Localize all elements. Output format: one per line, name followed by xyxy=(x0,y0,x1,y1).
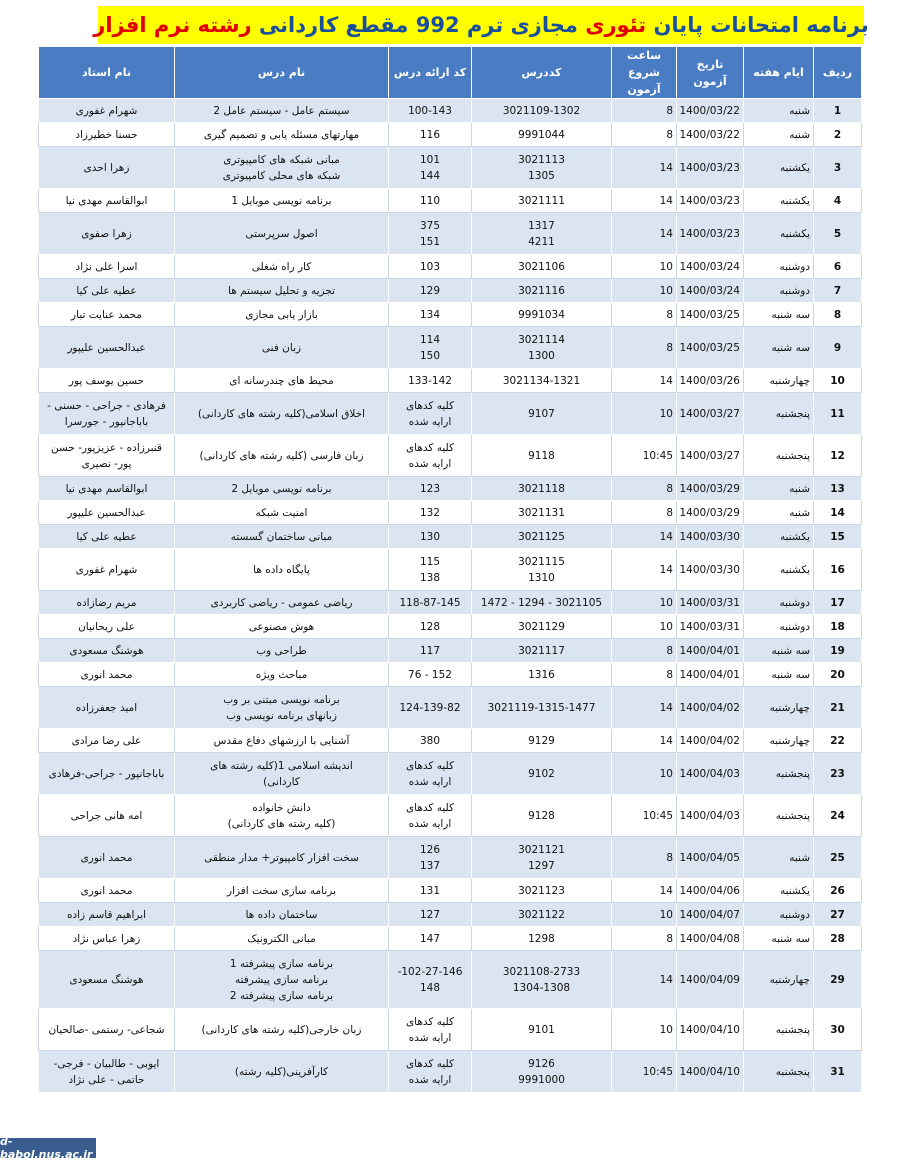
cell-day: دوشنبه xyxy=(744,591,814,615)
cell-day: شنبه xyxy=(744,99,814,123)
cell-offer-code: 131 xyxy=(389,879,472,903)
cell-row-number: 28 xyxy=(814,927,862,951)
cell-day: چهارشنبه xyxy=(744,729,814,753)
cell-offer-code: 133-142 xyxy=(389,369,472,393)
cell-offer-code: 110 xyxy=(389,189,472,213)
cell-time: 10 xyxy=(612,393,677,435)
cell-row-number: 18 xyxy=(814,615,862,639)
cell-time: 8 xyxy=(612,327,677,369)
cell-teacher: فرهادی - جراحی - حسنی - باباجانپور - جورسرا xyxy=(39,393,175,435)
cell-offer-code: کلیه کدهای ارایه شده xyxy=(389,1051,472,1093)
cell-teacher: زهرا عباس نژاد xyxy=(39,927,175,951)
cell-offer-code: کلیه کدهای ارایه شده xyxy=(389,753,472,795)
cell-row-number: 22 xyxy=(814,729,862,753)
cell-time: 8 xyxy=(612,927,677,951)
cell-time: 10 xyxy=(612,1009,677,1051)
cell-date: 1400/03/24 xyxy=(677,279,744,303)
cell-day: یکشنبه xyxy=(744,147,814,189)
cell-row-number: 9 xyxy=(814,327,862,369)
cell-date: 1400/04/01 xyxy=(677,663,744,687)
cell-date: 1400/04/07 xyxy=(677,903,744,927)
cell-course: دانش خانواده (کلیه رشته های کاردانی) xyxy=(175,795,389,837)
cell-code: 3021115 1310 xyxy=(472,549,612,591)
cell-row-number: 30 xyxy=(814,1009,862,1051)
cell-time: 8 xyxy=(612,663,677,687)
cell-offer-code: 375 151 xyxy=(389,213,472,255)
cell-time: 14 xyxy=(612,687,677,729)
cell-course: ساختمان داده ها xyxy=(175,903,389,927)
cell-offer-code: 126 137 xyxy=(389,837,472,879)
cell-offer-code: 147 xyxy=(389,927,472,951)
table-row xyxy=(39,213,862,255)
cell-day: یکشنبه xyxy=(744,879,814,903)
cell-date: 1400/04/09 xyxy=(677,951,744,1009)
cell-day: سه شنبه xyxy=(744,927,814,951)
cell-code: 3021134-1321 xyxy=(472,369,612,393)
cell-day: چهارشنبه xyxy=(744,369,814,393)
cell-course: سیستم عامل - سیستم عامل 2 xyxy=(175,99,389,123)
cell-date: 1400/04/08 xyxy=(677,927,744,951)
cell-date: 1400/03/27 xyxy=(677,393,744,435)
cell-course: کار راه شغلی xyxy=(175,255,389,279)
cell-code: 3021106 xyxy=(472,255,612,279)
cell-code: 9102 xyxy=(472,753,612,795)
cell-course: برنامه نویسی موبایل 1 xyxy=(175,189,389,213)
cell-time: 8 xyxy=(612,837,677,879)
title-part-3: مجازی ترم xyxy=(466,13,578,37)
cell-course: مهارتهای مسئله یابی و تصمیم گیری xyxy=(175,123,389,147)
cell-course: اخلاق اسلامی(کلیه رشته های کاردانی) xyxy=(175,393,389,435)
cell-row-number: 14 xyxy=(814,501,862,525)
table-row xyxy=(39,369,862,393)
cell-course: سخت افزار کامپیوتر+ مدار منطقی xyxy=(175,837,389,879)
cell-course: کارآفرینی(کلیه رشته) xyxy=(175,1051,389,1093)
table-row xyxy=(39,687,862,729)
cell-time: 8 xyxy=(612,123,677,147)
cell-offer-code: 115 138 xyxy=(389,549,472,591)
cell-row-number: 15 xyxy=(814,525,862,549)
cell-row-number: 27 xyxy=(814,903,862,927)
cell-code: 3021131 xyxy=(472,501,612,525)
table-row xyxy=(39,189,862,213)
cell-offer-code: کلیه کدهای ارایه شده xyxy=(389,435,472,477)
cell-time: 14 xyxy=(612,525,677,549)
cell-teacher: علی رضا مرادی xyxy=(39,729,175,753)
table-row xyxy=(39,255,862,279)
cell-teacher: مریم رضازاده xyxy=(39,591,175,615)
cell-date: 1400/04/03 xyxy=(677,795,744,837)
cell-date: 1400/04/01 xyxy=(677,639,744,663)
cell-time: 8 xyxy=(612,477,677,501)
cell-course: مبانی ساختمان گسسته xyxy=(175,525,389,549)
cell-row-number: 20 xyxy=(814,663,862,687)
cell-time: 14 xyxy=(612,369,677,393)
cell-code: 9128 xyxy=(472,795,612,837)
header-code: کددرس xyxy=(472,47,612,99)
cell-time: 8 xyxy=(612,303,677,327)
cell-code: 9126 9991000 xyxy=(472,1051,612,1093)
table-row xyxy=(39,903,862,927)
footer-url: d-babol.nus.ac.ir xyxy=(0,1138,96,1158)
cell-date: 1400/03/23 xyxy=(677,213,744,255)
cell-code: 3021114 1300 xyxy=(472,327,612,369)
cell-offer-code: 114 150 xyxy=(389,327,472,369)
cell-teacher: باباجانپور - جراحی-فرهادی xyxy=(39,753,175,795)
cell-teacher: محمد عنایت تبار xyxy=(39,303,175,327)
cell-time: 8 xyxy=(612,99,677,123)
table-row xyxy=(39,393,862,435)
cell-course: زبان فارسی (کلیه رشته های کاردانی) xyxy=(175,435,389,477)
cell-row-number: 21 xyxy=(814,687,862,729)
table-row xyxy=(39,879,862,903)
cell-day: یکشنبه xyxy=(744,213,814,255)
cell-offer-code: 132 xyxy=(389,501,472,525)
cell-offer-code: 152 - 76 xyxy=(389,663,472,687)
cell-teacher: ایوبی - طالبیان - فرجی- حاتمی - علی نژاد xyxy=(39,1051,175,1093)
cell-code: 1316 xyxy=(472,663,612,687)
header-date: تاریخ آزمون xyxy=(677,47,744,99)
cell-teacher: هوشنگ مسعودی xyxy=(39,639,175,663)
cell-course: طراحی وب xyxy=(175,639,389,663)
cell-code: 1317 4211 xyxy=(472,213,612,255)
cell-date: 1400/03/22 xyxy=(677,99,744,123)
cell-day: یکشنبه xyxy=(744,549,814,591)
cell-teacher: ابراهیم قاسم زاده xyxy=(39,903,175,927)
cell-time: 14 xyxy=(612,951,677,1009)
cell-course: برنامه نویسی موبایل 2 xyxy=(175,477,389,501)
cell-code: 3021113 1305 xyxy=(472,147,612,189)
cell-time: 8 xyxy=(612,501,677,525)
table-row xyxy=(39,477,862,501)
cell-code: 3021118 xyxy=(472,477,612,501)
page-title xyxy=(93,6,869,44)
cell-code: 9991034 xyxy=(472,303,612,327)
cell-teacher: زهرا احدی xyxy=(39,147,175,189)
cell-teacher: عطیه علی کیا xyxy=(39,279,175,303)
cell-code: 3021123 xyxy=(472,879,612,903)
cell-time: 10 xyxy=(612,615,677,639)
cell-teacher: اسرا علی نژاد xyxy=(39,255,175,279)
table-body xyxy=(39,99,862,1093)
cell-teacher: حسنا خطیرزاد xyxy=(39,123,175,147)
cell-code: 9129 xyxy=(472,729,612,753)
table-row xyxy=(39,729,862,753)
cell-date: 1400/04/02 xyxy=(677,729,744,753)
cell-row-number: 2 xyxy=(814,123,862,147)
cell-day: پنجشنبه xyxy=(744,1009,814,1051)
cell-code: 3021105 - 1294 - 1472 xyxy=(472,591,612,615)
cell-teacher: شهرام غفوری xyxy=(39,99,175,123)
cell-row-number: 29 xyxy=(814,951,862,1009)
table-row xyxy=(39,327,862,369)
cell-code: 3021109-1302 xyxy=(472,99,612,123)
cell-time: 14 xyxy=(612,549,677,591)
cell-date: 1400/03/27 xyxy=(677,435,744,477)
cell-teacher: قنبرزاده - عزیزپور- حسن پور- نصیری xyxy=(39,435,175,477)
cell-code: 9101 xyxy=(472,1009,612,1051)
cell-course: برنامه سازی سخت افزار xyxy=(175,879,389,903)
cell-course: ریاضی عمومی - ریاضی کاربردی xyxy=(175,591,389,615)
cell-teacher: هوشنگ مسعودی xyxy=(39,951,175,1009)
cell-row-number: 7 xyxy=(814,279,862,303)
cell-day: یکشنبه xyxy=(744,525,814,549)
cell-row-number: 24 xyxy=(814,795,862,837)
cell-offer-code: 130 xyxy=(389,525,472,549)
cell-teacher: محمد انوری xyxy=(39,663,175,687)
cell-offer-code: 127 xyxy=(389,903,472,927)
header-course: نام درس xyxy=(175,47,389,99)
cell-day: چهارشنبه xyxy=(744,687,814,729)
cell-day: پنجشنبه xyxy=(744,1051,814,1093)
cell-date: 1400/04/03 xyxy=(677,753,744,795)
table-row xyxy=(39,663,862,687)
cell-course: مباحث ویژه xyxy=(175,663,389,687)
table-row xyxy=(39,753,862,795)
table-row xyxy=(39,639,862,663)
cell-course: اصول سرپرستی xyxy=(175,213,389,255)
cell-time: 14 xyxy=(612,189,677,213)
cell-offer-code: 380 xyxy=(389,729,472,753)
table-row xyxy=(39,435,862,477)
cell-teacher: عبدالحسین علیپور xyxy=(39,327,175,369)
cell-course: مبانی الکترونیک xyxy=(175,927,389,951)
cell-row-number: 6 xyxy=(814,255,862,279)
cell-code: 3021117 xyxy=(472,639,612,663)
cell-date: 1400/03/29 xyxy=(677,477,744,501)
cell-course: بازار یابی مجازی xyxy=(175,303,389,327)
cell-teacher: حسین یوسف پور xyxy=(39,369,175,393)
cell-time: 14 xyxy=(612,879,677,903)
cell-code: 3021116 xyxy=(472,279,612,303)
title-part-5: مقطع کاردانی xyxy=(258,13,409,37)
table-row xyxy=(39,279,862,303)
cell-offer-code: 116 xyxy=(389,123,472,147)
table-header-row xyxy=(39,47,862,99)
cell-teacher: محمد انوری xyxy=(39,837,175,879)
cell-row-number: 23 xyxy=(814,753,862,795)
cell-time: 10 xyxy=(612,255,677,279)
cell-course: اندیشه اسلامی 1(کلیه رشته های کاردانی) xyxy=(175,753,389,795)
cell-offer-code: 101 144 xyxy=(389,147,472,189)
cell-time: 10:45 xyxy=(612,795,677,837)
cell-day: دوشنبه xyxy=(744,615,814,639)
cell-teacher: شجاعی- رستمی -صالحیان xyxy=(39,1009,175,1051)
header-teacher: نام استاد xyxy=(39,47,175,99)
cell-time: 10 xyxy=(612,903,677,927)
cell-course: برنامه نویسی مبتنی بر وب زبانهای برنامه نویسی وب xyxy=(175,687,389,729)
cell-date: 1400/04/06 xyxy=(677,879,744,903)
header-row-number: ردیف xyxy=(814,47,862,99)
cell-teacher: امید جعفرزاده xyxy=(39,687,175,729)
cell-teacher: زهرا صفوی xyxy=(39,213,175,255)
cell-code: 3021121 1297 xyxy=(472,837,612,879)
table-row xyxy=(39,549,862,591)
cell-offer-code: 118-87-145 xyxy=(389,591,472,615)
cell-code: 9107 xyxy=(472,393,612,435)
table-row xyxy=(39,123,862,147)
table-row xyxy=(39,951,862,1009)
cell-offer-code: 103 xyxy=(389,255,472,279)
cell-date: 1400/03/29 xyxy=(677,501,744,525)
cell-date: 1400/04/02 xyxy=(677,687,744,729)
cell-day: سه شنبه xyxy=(744,303,814,327)
cell-time: 10 xyxy=(612,279,677,303)
cell-offer-code: 100-143 xyxy=(389,99,472,123)
cell-offer-code: 129 xyxy=(389,279,472,303)
cell-date: 1400/03/26 xyxy=(677,369,744,393)
cell-time: 10 xyxy=(612,591,677,615)
cell-course: امنیت شبکه xyxy=(175,501,389,525)
cell-day: پنجشنبه xyxy=(744,435,814,477)
cell-course: تجزیه و تحلیل سیستم ها xyxy=(175,279,389,303)
cell-code: 1298 xyxy=(472,927,612,951)
cell-code: 3021108-2733 1304-1308 xyxy=(472,951,612,1009)
cell-day: شنبه xyxy=(744,501,814,525)
cell-time: 8 xyxy=(612,639,677,663)
table-row xyxy=(39,99,862,123)
cell-course: آشنایی با ارزشهای دفاع مقدس xyxy=(175,729,389,753)
cell-date: 1400/03/25 xyxy=(677,303,744,327)
cell-time: 10:45 xyxy=(612,435,677,477)
title-part-1: برنامه امتحانات پایان xyxy=(653,13,869,37)
header-offer-code: کد ارائه درس xyxy=(389,47,472,99)
header-day: ایام هفته xyxy=(744,47,814,99)
cell-code: 3021111 xyxy=(472,189,612,213)
cell-row-number: 1 xyxy=(814,99,862,123)
cell-row-number: 17 xyxy=(814,591,862,615)
cell-day: چهارشنبه xyxy=(744,951,814,1009)
cell-day: دوشنبه xyxy=(744,279,814,303)
cell-teacher: شهرام غفوری xyxy=(39,549,175,591)
cell-offer-code: 128 xyxy=(389,615,472,639)
cell-offer-code: کلیه کدهای ارایه شده xyxy=(389,1009,472,1051)
cell-offer-code: 123 xyxy=(389,477,472,501)
cell-course: محیط های چندرسانه ای xyxy=(175,369,389,393)
cell-time: 10:45 xyxy=(612,1051,677,1093)
cell-code: 3021125 xyxy=(472,525,612,549)
cell-offer-code: 134 xyxy=(389,303,472,327)
cell-row-number: 26 xyxy=(814,879,862,903)
cell-offer-code: 102-27-146- 148 xyxy=(389,951,472,1009)
cell-date: 1400/03/25 xyxy=(677,327,744,369)
title-part-6: رشته نرم افزار xyxy=(93,13,252,37)
cell-day: دوشنبه xyxy=(744,255,814,279)
cell-date: 1400/03/24 xyxy=(677,255,744,279)
exam-schedule-table xyxy=(38,46,861,1093)
cell-date: 1400/03/22 xyxy=(677,123,744,147)
cell-course: زبان خارجی(کلیه رشته های کاردانی) xyxy=(175,1009,389,1051)
header-time: ساعت شروع آزمون xyxy=(612,47,677,99)
cell-course: پایگاه داده ها xyxy=(175,549,389,591)
cell-row-number: 12 xyxy=(814,435,862,477)
table-row xyxy=(39,615,862,639)
cell-time: 14 xyxy=(612,213,677,255)
cell-offer-code: کلیه کدهای ارایه شده xyxy=(389,795,472,837)
cell-offer-code: 124-139-82 xyxy=(389,687,472,729)
cell-course: هوش مصنوعی xyxy=(175,615,389,639)
cell-row-number: 25 xyxy=(814,837,862,879)
cell-row-number: 4 xyxy=(814,189,862,213)
cell-teacher: ابوالقاسم مهدی نیا xyxy=(39,477,175,501)
table-row xyxy=(39,795,862,837)
cell-row-number: 11 xyxy=(814,393,862,435)
cell-code: 3021119-1315-1477 xyxy=(472,687,612,729)
cell-row-number: 31 xyxy=(814,1051,862,1093)
cell-code: 3021129 xyxy=(472,615,612,639)
title-part-2: تئوری xyxy=(585,13,647,37)
cell-course: مبانی شبکه های کامپیوتری شبکه های محلی کامپیوتری xyxy=(175,147,389,189)
table-row xyxy=(39,1051,862,1093)
cell-row-number: 13 xyxy=(814,477,862,501)
cell-day: شنبه xyxy=(744,123,814,147)
table-row xyxy=(39,591,862,615)
cell-date: 1400/04/10 xyxy=(677,1051,744,1093)
cell-row-number: 8 xyxy=(814,303,862,327)
cell-code: 3021122 xyxy=(472,903,612,927)
title-part-4: 992 xyxy=(415,13,460,37)
cell-row-number: 19 xyxy=(814,639,862,663)
cell-teacher: امه هانی جراحی xyxy=(39,795,175,837)
cell-day: شنبه xyxy=(744,477,814,501)
cell-offer-code: کلیه کدهای ارایه شده xyxy=(389,393,472,435)
cell-day: پنجشنبه xyxy=(744,393,814,435)
cell-time: 10 xyxy=(612,753,677,795)
cell-row-number: 3 xyxy=(814,147,862,189)
cell-teacher: عبدالحسین علیپور xyxy=(39,501,175,525)
cell-date: 1400/04/10 xyxy=(677,1009,744,1051)
cell-day: یکشنبه xyxy=(744,189,814,213)
cell-offer-code: 117 xyxy=(389,639,472,663)
table-row xyxy=(39,501,862,525)
cell-teacher: ابوالقاسم مهدی نیا xyxy=(39,189,175,213)
cell-course: زبان فنی xyxy=(175,327,389,369)
cell-date: 1400/03/31 xyxy=(677,615,744,639)
cell-time: 14 xyxy=(612,147,677,189)
cell-day: سه شنبه xyxy=(744,327,814,369)
cell-date: 1400/03/30 xyxy=(677,525,744,549)
cell-day: دوشنبه xyxy=(744,903,814,927)
cell-date: 1400/03/23 xyxy=(677,189,744,213)
cell-code: 9118 xyxy=(472,435,612,477)
cell-day: پنجشنبه xyxy=(744,753,814,795)
cell-time: 14 xyxy=(612,729,677,753)
table-row xyxy=(39,525,862,549)
cell-teacher: علی ریحانیان xyxy=(39,615,175,639)
table-row xyxy=(39,837,862,879)
table-row xyxy=(39,927,862,951)
cell-day: پنجشنبه xyxy=(744,795,814,837)
cell-day: شنبه xyxy=(744,837,814,879)
cell-row-number: 10 xyxy=(814,369,862,393)
cell-date: 1400/03/31 xyxy=(677,591,744,615)
cell-row-number: 16 xyxy=(814,549,862,591)
cell-code: 9991044 xyxy=(472,123,612,147)
cell-teacher: محمد انوری xyxy=(39,879,175,903)
cell-row-number: 5 xyxy=(814,213,862,255)
cell-date: 1400/03/23 xyxy=(677,147,744,189)
table-row xyxy=(39,1009,862,1051)
table-row xyxy=(39,303,862,327)
cell-day: سه شنبه xyxy=(744,639,814,663)
cell-course: برنامه سازی پیشرفته 1 برنامه سازی پیشرفته برنامه سازی پیشرفته 2 xyxy=(175,951,389,1009)
cell-date: 1400/03/30 xyxy=(677,549,744,591)
table-row xyxy=(39,147,862,189)
cell-teacher: عطیه علی کیا xyxy=(39,525,175,549)
cell-date: 1400/04/05 xyxy=(677,837,744,879)
cell-day: سه شنبه xyxy=(744,663,814,687)
